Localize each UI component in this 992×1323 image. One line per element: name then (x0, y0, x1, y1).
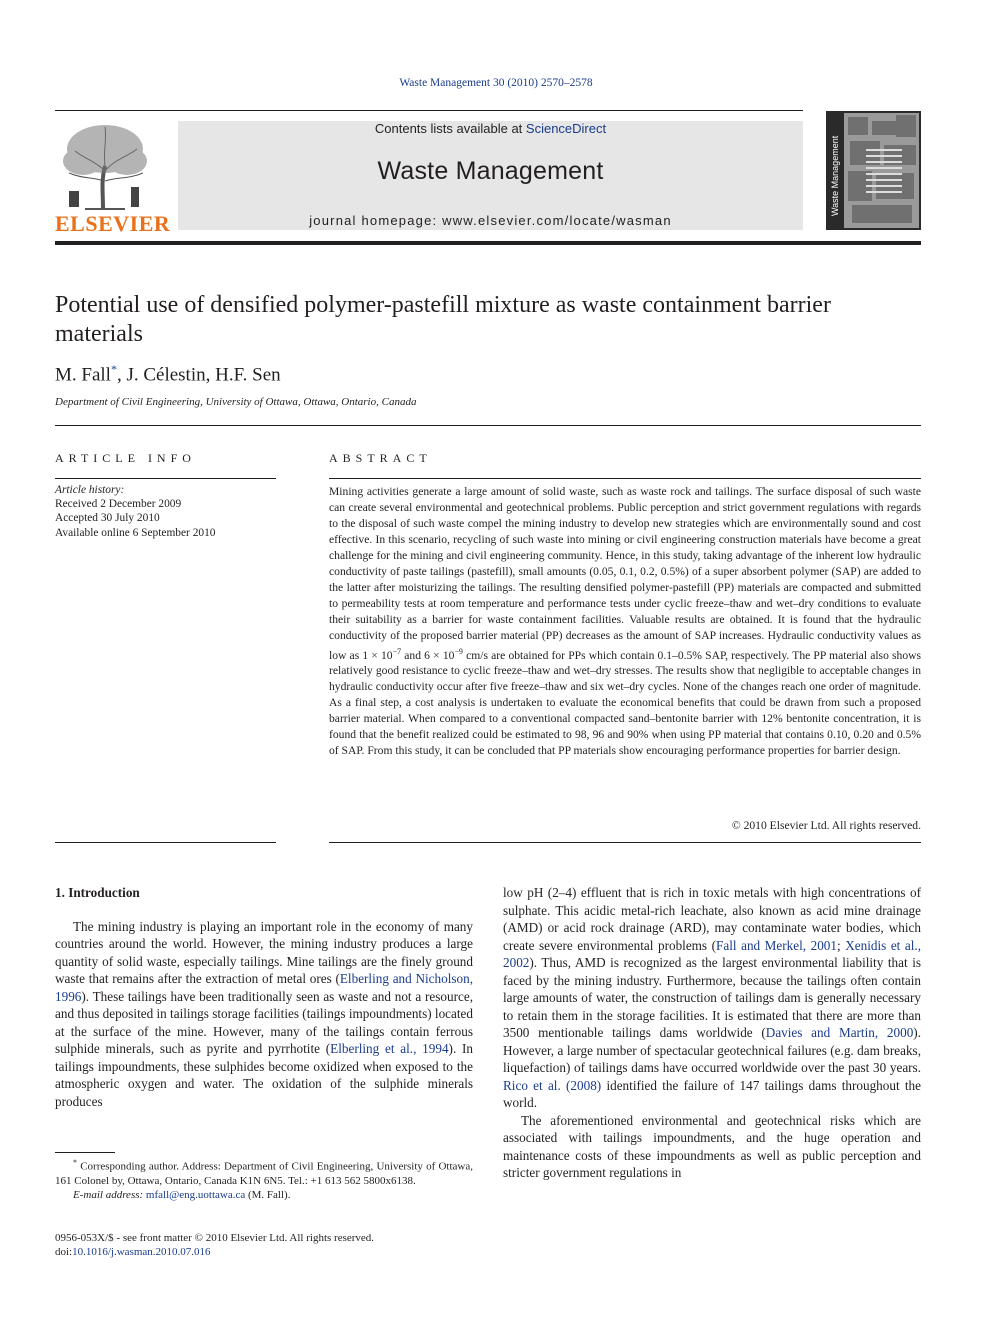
ref-elberling-1996[interactable]: Elberling and Nicholson, 1996 (55, 971, 473, 1004)
abstract-bottom-rule (329, 842, 921, 843)
author-email-link[interactable]: mfall@eng.uottawa.ca (145, 1189, 246, 1202)
header-rule (55, 110, 803, 111)
intro-paragraph-2: The aforementioned environmental and geotechnical risks which are associated with tailings impoundments, and the huge operation and maintenance costs of these impoundments as well as public perception and stricter government regulations in (503, 1112, 921, 1180)
body-right-column-text: low pH (2–4) effluent that is rich in toxic metals with high concentrations of sulphate. This acidic metal-rich leachate, also known as acid mine drainage (AMD) or acid rock drainage (ARD), may contaminate water bodies, which create severe environmental problems (Fall and Merkel, 2001; Xenidis et al., 2002). Thus, AMD is recognized as the largest environmental liability that is faced by the mining industry. Furthermore, because the tailings often contain large amounts of water, the construction of tailings dam is generally necessary to retain them in the storage facilities. It is estimated that there are more than 3500 mentionable tailings dams worldwide (Davies and Martin, 2000). However, a large number of spectacular geotechnical failures (e.g. dam breaks, liquefaction) of tailings dams have occurred worldwide over the past 30 years. Rico et al. (2008) identified the failure of 147 tailings dams throughout the world. The aforementioned environmental and geotechnical risks which are associated with tailings impoundments, and the huge operation and maintenance costs of these impoundments as well as public perception and stricter government regulations in (503, 884, 921, 1216)
ref-xenidis-2002[interactable]: Xenidis et al., 2002 (503, 937, 921, 970)
doi-link[interactable]: 10.1016/j.wasman.2010.07.016 (72, 1246, 211, 1259)
journal-name: Waste Management (377, 157, 604, 185)
sciencedirect-link[interactable]: ScienceDirect (525, 121, 607, 136)
article-info-rule (55, 478, 276, 479)
homepage-url[interactable]: www.elsevier.com/locate/wasman (442, 213, 672, 228)
abstract-copyright: © 2010 Elsevier Ltd. All rights reserved. (731, 819, 921, 832)
issn-line: 0956-053X/$ - see front matter © 2010 Elsevier Ltd. All rights reserved. (55, 1232, 375, 1244)
elsevier-tree-logo-icon (55, 121, 155, 211)
ref-davies-2000[interactable]: Davies and Martin, 2000 (765, 1025, 914, 1040)
journal-citation[interactable] (0, 77, 992, 89)
journal-homepage: journal homepage: www.elsevier.com/locate/wasman (309, 213, 672, 228)
email-label: E-mail address: (73, 1189, 144, 1202)
author-rest: , J. Célestin, H.F. Sen (116, 364, 281, 386)
ref-elberling-1994[interactable]: Elberling et al., 1994 (330, 1041, 449, 1056)
contents-line: Contents lists available at ScienceDirect (374, 121, 607, 136)
accepted-date: Accepted 30 July 2010 (55, 512, 160, 525)
article-info-heading: ARTICLE INFO (55, 451, 196, 465)
intro-paragraph-1: The mining industry is playing an important role in the economy of many countries around the world. However, the mining industry produces a large quantity of solid waste, especially tailings. Mine tailings are the finely ground waste that remains after the extraction of metal ores (Elberling and Nicholson, 1996). These tailings have been traditionally seen as waste and not a resource, and thus deposited in tailings storage facilities (tailings impoundments) located at the surface of the mine. However, many of the tailings contain ferrous sulphide minerals, such as pyrite and pyrrhotite (Elberling et al., 1994). In tailings impoundments, these sulphides become oxidized when exposed to the atmospheric oxygen and water. The oxidation of the sulphide minerals produces (55, 918, 473, 1109)
affiliation: Department of Civil Engineering, University of Ottawa, Ottawa, Ontario, Canada (55, 396, 417, 408)
abstract-heading: ABSTRACT (329, 451, 432, 465)
article-title: Potential use of densified polymer-pastefill mixture as waste containment barrier materials (55, 292, 831, 347)
title-rule (55, 425, 921, 426)
header-thick-rule (55, 241, 921, 245)
citation-link[interactable]: Waste Management 30 (2010) 2570–2578 (399, 77, 593, 89)
section-heading-introduction: 1. Introduction (55, 885, 140, 900)
author-list (55, 362, 281, 386)
cover-title: Waste Management (830, 135, 840, 216)
footnote-mark: * (73, 1158, 77, 1167)
ref-rico-2008[interactable]: Rico et al. (2008) (503, 1077, 602, 1093)
corresponding-author-note: Corresponding author. Address: Department of Civil Engineering, University of Ottawa, 161 Colonel by, Ottawa, Ontario, Canada K1N 6N5. Tel.: +1 613 562 5800x6138. (55, 1160, 474, 1188)
received-date: Received 2 December 2009 (55, 498, 182, 511)
front-matter: 0956-053X/$ - see front matter © 2010 Elsevier Ltd. All rights reserved. doi:10.1016/j.wasman.2010.07.016 (55, 1232, 375, 1259)
ref-fall-2001[interactable]: Fall and Merkel, 2001 (716, 937, 837, 953)
author-first: M. Fall (55, 364, 111, 386)
online-date: Available online 6 September 2010 (55, 526, 216, 539)
corresponding-author-mark[interactable]: * (110, 362, 117, 376)
footnote: * Corresponding author. Address: Department of Civil Engineering, University of Ottawa, 161 Colonel by, Ottawa, Ontario, Canada K1N 6N5. Tel.: +1 613 562 5800x6138. E-mail address: mfall@eng.uottawa.ca (M. Fall). (55, 1158, 474, 1202)
body-left-column (55, 884, 473, 1136)
article-history (55, 483, 275, 540)
abstract-text: Mining activities generate a large amount of solid waste, such as waste rock and tailings. The surface disposal of such waste can create several environmental and geotechnical problems. Public perception and strict government regulations with regards to the disposal of such waste compel the mining industry to develop new strategies which are environmentally sound and cost effective. In this scenario, recycling of such waste into mining or civil engineering construction materials have become a great challenge for the mining and civil engineering community. Hence, in this study, taking advantage of the inherent low hydraulic conductivity of paste tailings (pastefill), small amounts (0.05, 0.1, 0.2, 0.5%) of a super absorbent polymer (SAP) are added to the latter after moisturizing the tailings. The resulting densified polymer-pastefill (PP) materials are compacted and submitted to permeability tests at room temperature and performance tests under cyclic freeze–thaw and wet–dry conditions to evaluate their suitability as a barrier for waste containment facilities. Valuable results are obtained. It is found that the hydraulic conductivity of the proposed barrier material (PP) decreases as the amount of SAP increases. Hydraulic conductivity values as low as $1 \times 10^{-7}$ and $6 \times 10^{-9}$ cm/s are obtained for PPs which contain 0.1–0.5% SAP, respectively. The PP material also shows relatively good resistance to cyclic freeze–thaw and wet–dry stresses. The results show that negligible to acceptable changes in hydraulic conductivity occur after five freeze–thaw and six wet–dry cycles. None of the changes reach one order of magnitude. As a final step, a cost analysis is undertaken to evaluate the economical benefits that could be drawn from such a proposed barrier material. When compared to a conventional compacted sand–bentonite barrier with 12% bentonite concentration, it is found that the benefit realized could be estimated to 98, 96 and 90% when using PP material that contains 0.10, 0.20 and 0.5% of SAP. From this study, it can be concluded that PP materials show encouraging performance properties for barrier design. (329, 485, 922, 758)
abstract-rule (329, 478, 921, 479)
elsevier-logo-text: ELSEVIER (55, 211, 171, 236)
history-label: Article history: (55, 484, 125, 496)
article-info-bottom-rule (55, 842, 276, 843)
footnote-rule (55, 1152, 115, 1153)
journal-cover-image (826, 111, 921, 230)
